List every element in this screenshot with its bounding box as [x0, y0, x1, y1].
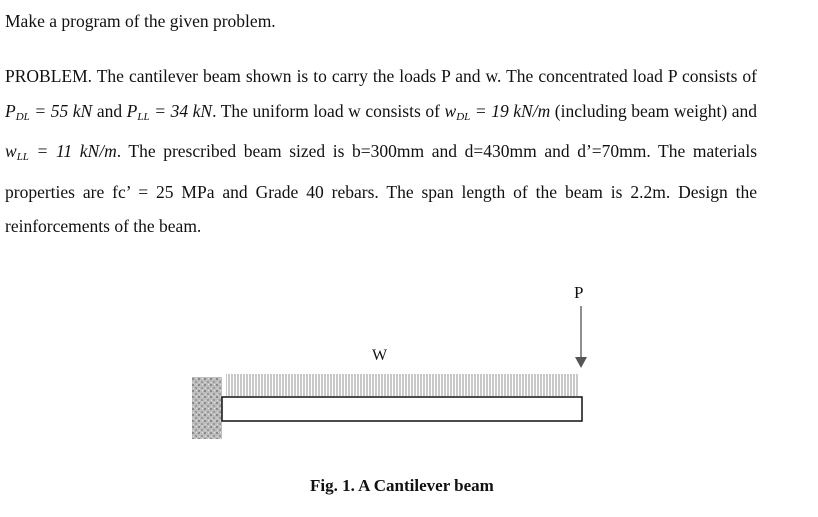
problem-sentence-3: (including beam weight) and	[554, 100, 758, 121]
wdl-value: = 19 kN/m	[474, 100, 551, 121]
problem-sentence-2: . The uniform load w consists of	[212, 100, 440, 121]
instruction-text: Make a program of the given problem.	[5, 11, 276, 31]
pdl-symbol: $P_{DL}$	[5, 100, 30, 123]
p-load-label: P	[574, 283, 584, 302]
pll-value: = 34 kN	[154, 100, 213, 121]
pdl-value: = 55 kN	[34, 100, 93, 121]
problem-sentence-1: The cantilever beam shown is to carry the loads P and w. The concentrated load P consists of	[96, 66, 757, 86]
and-text: and	[96, 100, 123, 121]
figure-caption: Fig. 1. A Cantilever beam	[310, 476, 494, 495]
point-load-arrowhead	[575, 357, 587, 368]
wll-symbol: $w_{LL}$	[5, 141, 29, 163]
wdl-symbol: $w_{DL}$	[444, 100, 471, 123]
fixed-support-wall	[192, 377, 222, 439]
wll-value: = 11 kN/m	[36, 141, 117, 161]
w-load-label: W	[372, 347, 388, 364]
problem-label: PROBLEM.	[5, 66, 93, 86]
pll-symbol: $P_{LL}$	[126, 100, 150, 123]
distributed-load-hatch	[226, 374, 578, 396]
beam-body	[222, 397, 582, 421]
problem-sentence-4: . The prescribed beam sized is b=300mm and d=430mm and d’=70mm. The materials properties are fc’ = 25 MPa and Grade 40 rebars. The span length of the beam is 2.2m. Design the reinforcements of the beam.	[5, 141, 757, 236]
